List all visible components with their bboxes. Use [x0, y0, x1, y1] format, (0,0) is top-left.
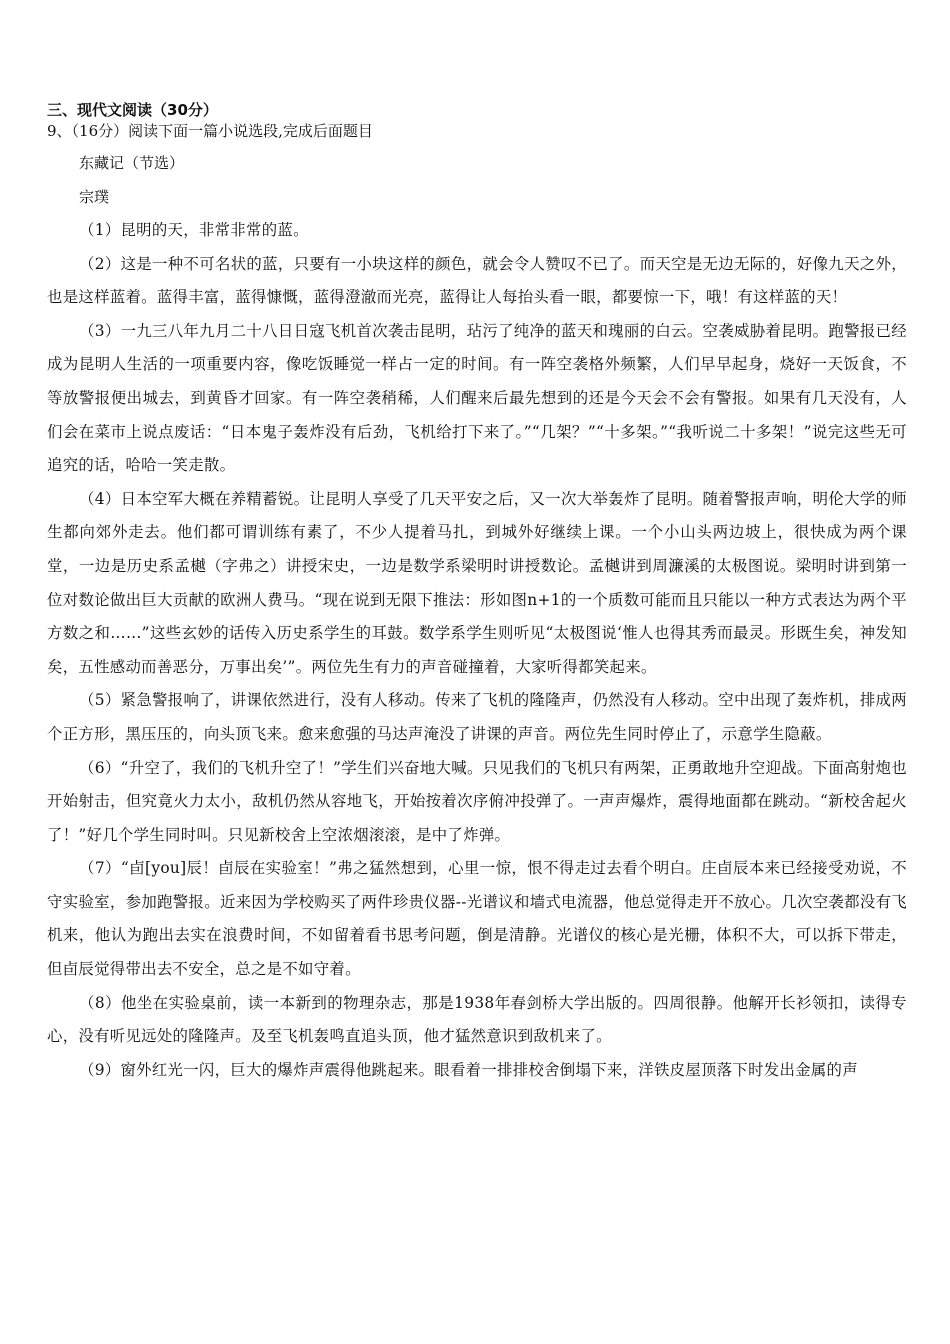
- section-heading: 三、现代文阅读（30分）: [47, 101, 218, 119]
- paragraph-9: （9）窗外红光一闪，巨大的爆炸声震得他跳起来。眼看着一排排校舍倒塌下来，洋铁皮屋顶落下时发出金属的声: [79, 1060, 858, 1079]
- paragraph-2: （2）这是一种不可名状的蓝，只要有一小块这样的颜色，就会令人赞叹不已了。而天空是无边无际的，好像九天之外，也是这样蓝着。蓝得丰富，蓝得慷慨，蓝得澄澈而光亮，蓝得让人每抬头看一眼，都要惊一下，哦！有这样蓝的天！: [47, 254, 907, 307]
- paragraph-6: （6）“升空了，我们的飞机升空了！”学生们兴奋地大喊。只见我们的飞机只有两架，正勇敢地升空迎战。下面高射炮也开始射击，但究竟火力太小，敌机仍然从容地飞，开始按着次序俯冲投弹了。一声声爆炸，震得地面都在跳动。“新校舍起火了！”好几个学生同时叫。只见新校舍上空浓烟滚滚，是中了炸弹。: [47, 758, 907, 844]
- question-prompt: 9、（16分）阅读下面一篇小说选段,完成后面题目: [47, 122, 373, 140]
- story-title: 东藏记（节选）: [79, 154, 185, 172]
- paragraph-7: （7）“卣[you]辰！卣辰在实验室！”弗之猛然想到，心里一惊，恨不得走过去看个明白。庄卣辰本来已经接受劝说，不守实验室，参加跑警报。近来因为学校购买了两件珍贵仪器--光谱议和墙式电流器，他总觉得走开不放心。几次空袭都没有飞机来，他认为跑出去实在浪费时间，不如留着看书思考问题，倒是清静。光谱仪的核心是光栅，体积不大，可以拆下带走，但卣辰觉得带出去不安全，总之是不如守着。: [47, 859, 907, 979]
- paragraph-4: （4）日本空军大概在养精蓄锐。让昆明人享受了几天平安之后，又一次大举轰炸了昆明。随着警报声响，明伦大学的师生都向郊外走去。他们都可谓训练有素了，不少人提着马扎，到城外好继续上课。一个小山头两边坡上，很快成为两个课堂，一边是历史系孟樾（字弗之）讲授宋史，一边是数学系梁明时讲授数论。孟樾讲到周濂溪的太极图说。梁明时讲到第一位对数论做出巨大贡献的欧洲人费马。“现在说到无限下推法：形如图n+1的一个质数可能而且只能以一种方式表达为两个平方数之和……”这些玄妙的话传入历史系学生的耳鼓。数学系学生则听见“太极图说‘惟人也得其秀而最灵。形既生矣，神发知矣，五性感动而善恶分，万事出矣’”。两位先生有力的声音碰撞着，大家听得都笑起来。: [47, 489, 907, 676]
- document-page: [47, 100, 907, 1087]
- story-body: [47, 214, 907, 1087]
- paragraph-1: （1）昆明的天，非常非常的蓝。: [79, 221, 309, 239]
- story-author: 宗璞: [79, 188, 110, 206]
- paragraph-8: （8）他坐在实验桌前，读一本新到的物理杂志，那是1938年春剑桥大学出版的。四周很静。他解开长衫领扣，读得专心，没有听见远处的隆隆声。及至飞机轰鸣直追头顶，他才猛然意识到敌机来了。: [47, 993, 907, 1046]
- paragraph-5: （5）紧急警报响了，讲课依然进行，没有人移动。传来了飞机的隆隆声，仍然没有人移动。空中出现了轰炸机，排成两个正方形，黑压压的，向头顶飞来。愈来愈强的马达声淹没了讲课的声音。两位先生同时停止了，示意学生隐蔽。: [47, 691, 907, 743]
- paragraph-3: （3）一九三八年九月二十八日日寇飞机首次袭击昆明，玷污了纯净的蓝天和瑰丽的白云。空袭威胁着昆明。跑警报已经成为昆明人生活的一项重要内容，像吃饭睡觉一样占一定的时间。有一阵空袭格外频繁，人们早早起身，烧好一天饭食，不等放警报便出城去，到黄昏才回家。有一阵空袭稍稀，人们醒来后最先想到的还是今天会不会有警报。如果有几天没有，人们会在菜市上说点废话：“日本鬼子轰炸没有后劲，飞机给打下来了。”“几架？”“十多架。”“我听说二十多架！”说完这些无可追究的话，哈哈一笑走散。: [47, 321, 907, 475]
